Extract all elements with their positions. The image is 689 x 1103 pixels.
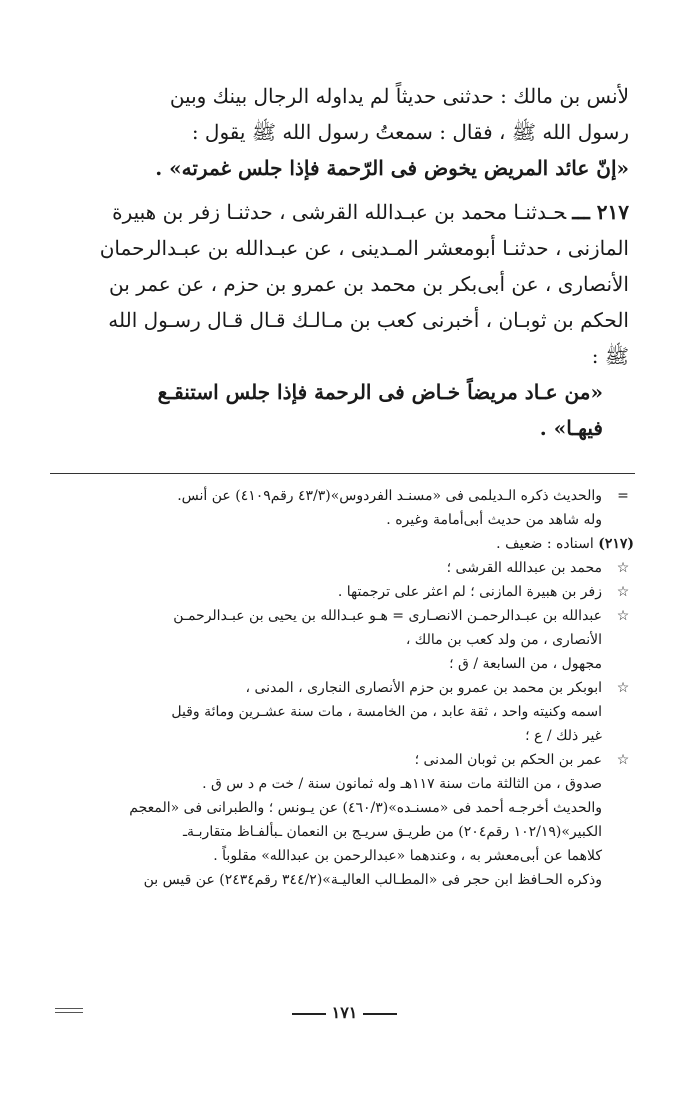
hadith-quote-line-2: فيهـا» .: [539, 416, 603, 440]
closing-line-2: الكبير»(١٠٢/١٩ رقم٢٠٤) من طريـق سريـج بن النعمان ـبألفـاظ متقاربـةـ: [182, 824, 602, 840]
narrator-5-line-1: عمر بن الحكم بن ثوبان المدنى ؛: [414, 752, 602, 768]
star-icon: ☆: [616, 560, 630, 576]
narrator-3-line-3: مجهول ، من السابعة / ق ؛: [449, 656, 602, 672]
hadith-number: ٢١٧ ـــ: [572, 200, 629, 224]
narrator-4-line-1: ابوبكر بن محمد بن عمرو بن حزم الأنصارى النجارى ، المدنى ،: [245, 680, 602, 696]
closing-line-1: والحديث أخرجـه أحمد فى «مسنـده»(٤٦٠/٣) عن يـونس ؛ والطبرانى فى «المعجم: [129, 800, 602, 816]
intro-block: [70, 78, 629, 186]
continuation-mark: =: [617, 488, 629, 504]
narrator-5-line-2: صدوق ، من الثالثة مات سنة ١١٧هـ وله ثمانون سنة / خت م د س ق .: [202, 776, 602, 792]
narrator-3-line-1: عبدالله بن عبـدالرحمـن الانصـارى = هـو عبـدالله بن يحيى بن عبـدالرحمـن: [173, 608, 602, 624]
narrator-2: زفر بن هبيرة المازنى ؛ لم اعثر على ترجمتها .: [337, 584, 602, 600]
hadith-line-3: الأنصارى ، عن أبى‌بكر بن محمد بن عمرو بن حزم ، عن عمر بن: [109, 272, 629, 296]
footnotes: [70, 484, 634, 892]
narrator-4-line-2: اسمه وكنيته واحد ، ثقة عابد ، من الخامسة ، مات سنة عشـرين ومائة وقيل: [171, 704, 602, 720]
hadith-line-1: حـدثنـا محمد بن عبـدالله القرشى ، حدثنـا زفر بن هبيرة: [112, 200, 567, 224]
star-icon: ☆: [616, 752, 630, 768]
star-icon: ☆: [616, 680, 630, 696]
page-number: [0, 1003, 689, 1022]
isnad-label: (٢١٧): [598, 536, 634, 552]
page-number-dash: [292, 1013, 326, 1015]
closing-line-3: كلاهما عن أبى‌معشر به ، وعندهما «عبدالرحمن بن عبدالله» مقلوباً .: [213, 848, 602, 864]
footnote-separator: [50, 473, 635, 474]
narrator-3-line-2: الأنصارى ، من ولد كعب بن مالك ،: [405, 632, 602, 648]
hadith-block: [70, 194, 629, 446]
page-number-dash: [363, 1013, 397, 1015]
hadith-line-4: الحكم بن ثوبـان ، أخبرنى كعب بن مـالـك قـال قـال رسـول الله: [108, 308, 629, 332]
page-number-value: ١٧١: [331, 1003, 358, 1022]
intro-quote: «إنّ عائد المريض يخوض فى الرّحمة فإذا جلس غمرته» .: [155, 156, 629, 180]
intro-line-2: رسول الله ﷺ ، فقال : سمعتُ رسول الله ﷺ يقول :: [191, 120, 629, 144]
star-icon: ☆: [616, 608, 630, 624]
star-icon: ☆: [616, 584, 630, 600]
isnad-text: اسناده : ضعيف .: [496, 536, 594, 552]
note-line-1: والحديث ذكره الـديلمى فى «مسنـد الفردوس»(٤٣/٣ رقم٤١٠٩) عن أنس.: [177, 488, 602, 504]
hadith-quote-line-1: «من عـاد مريضاً خـاض فى الرحمة فإذا جلس استنقـع: [157, 380, 603, 404]
intro-line-1: لأنس بن مالك : حدثنى حديثاً لم يداوله الرجال بينك وبين: [169, 84, 629, 108]
note-line-2: وله شاهد من حديث أبى‌أمامة وغيره .: [386, 512, 602, 528]
narrator-4-line-3: غير ذلك / ع ؛: [525, 728, 602, 744]
closing-line-4: وذكره الحـافظ ابن حجر فى «المطـالب العاليـة»(٣٤٤/٢ رقم٢٤٣٤) عن قيس بن: [143, 872, 602, 888]
hadith-line-5: ﷺ :: [591, 344, 629, 368]
narrator-1: محمد بن عبدالله القرشى ؛: [446, 560, 602, 576]
main-text: [70, 78, 629, 446]
hadith-line-2: المازنى ، حدثنـا أبومعشر المـدينى ، عن عبـدالله بن عبـدالرحمان: [99, 236, 629, 260]
